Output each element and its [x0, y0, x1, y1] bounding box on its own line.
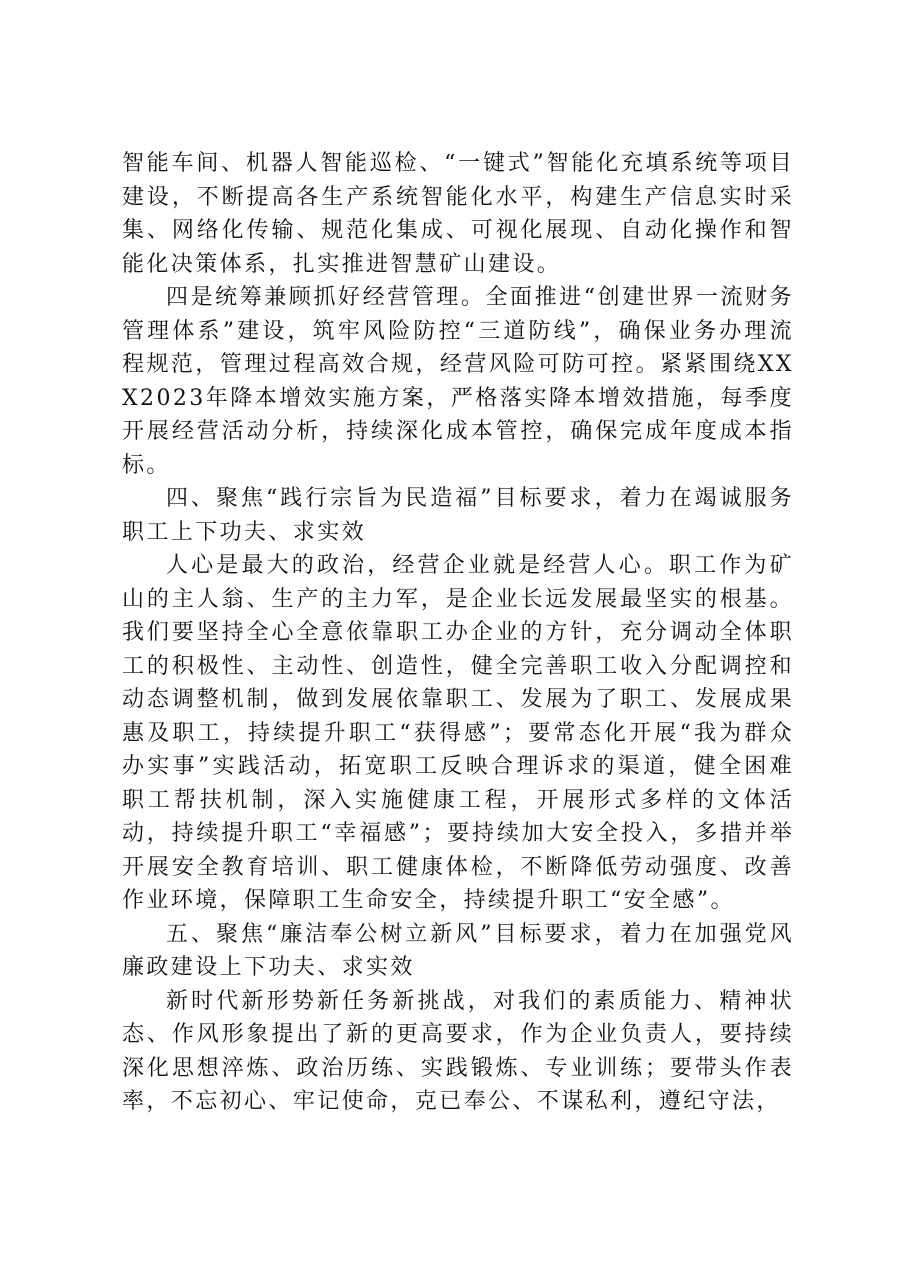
- section-heading-5: 五、聚焦“廉洁奉公树立新风”目标要求，着力在加强党风廉政建设上下功夫、求实效: [122, 921, 794, 980]
- paragraph-serving-workers: 人心是最大的政治，经营企业就是经营人心。职工作为矿山的主人翁、生产的主力军，是企业长远发展最坚实的根基。我们要坚持全心全意依靠职工办企业的方针，充分调动全体职工的积极性、主动性、创造性，健全完善职工收入分配调控和动态调整机制，做到发展依靠职工、发展为了职工、发展成果惠及职工，持续提升职工“获得感”；要常态化开展“我为群众办实事”实践活动，拓宽职工反映合理诉求的渠道，健全困难职工帮扶机制，深入实施健康工程，开展形式多样的文体活动，持续提升职工“幸福感”；要持续加大安全投入，多措并举开展安全教育培训、职工健康体检，不断降低劳动强度、改善作业环境，保障职工生命安全，持续提升职工“安全感”。: [122, 553, 794, 913]
- paragraph-integrity: 新时代新形势新任务新挑战，对我们的素质能力、精神状态、作风形象提出了新的更高要求，作为企业负责人，要持续深化思想淬炼、政治历练、实践锻炼、专业训练；要带头作表率，不忘初心、牢记使命，克已奉公、不谋私利，遵纪守法，: [122, 988, 794, 1114]
- document-body: [122, 147, 794, 1119]
- section-heading-4: 四、聚焦“践行宗旨为民造福”目标要求，着力在竭诚服务职工上下功夫、求实效: [122, 486, 794, 545]
- paragraph-continuation: 智能车间、机器人智能巡检、“一键式”智能化充填系统等项目建设，不断提高各生产系统智能化水平，构建生产信息实时采集、网络化传输、规范化集成、可视化展现、自动化操作和智能化决策体系，扎实推进智慧矿山建设。: [122, 151, 794, 277]
- paragraph-business-management: 四是统筹兼顾抓好经营管理。全面推进“创建世界一流财务管理体系”建设，筑牢风险防控“三道防线”，确保业务办理流程规范，管理过程高效合规，经营风险可防可控。紧紧围绕XXX2023年降本增效实施方案，严格落实降本增效措施，每季度开展经营活动分析，持续深化成本管控，确保完成年度成本指标。: [122, 285, 794, 478]
